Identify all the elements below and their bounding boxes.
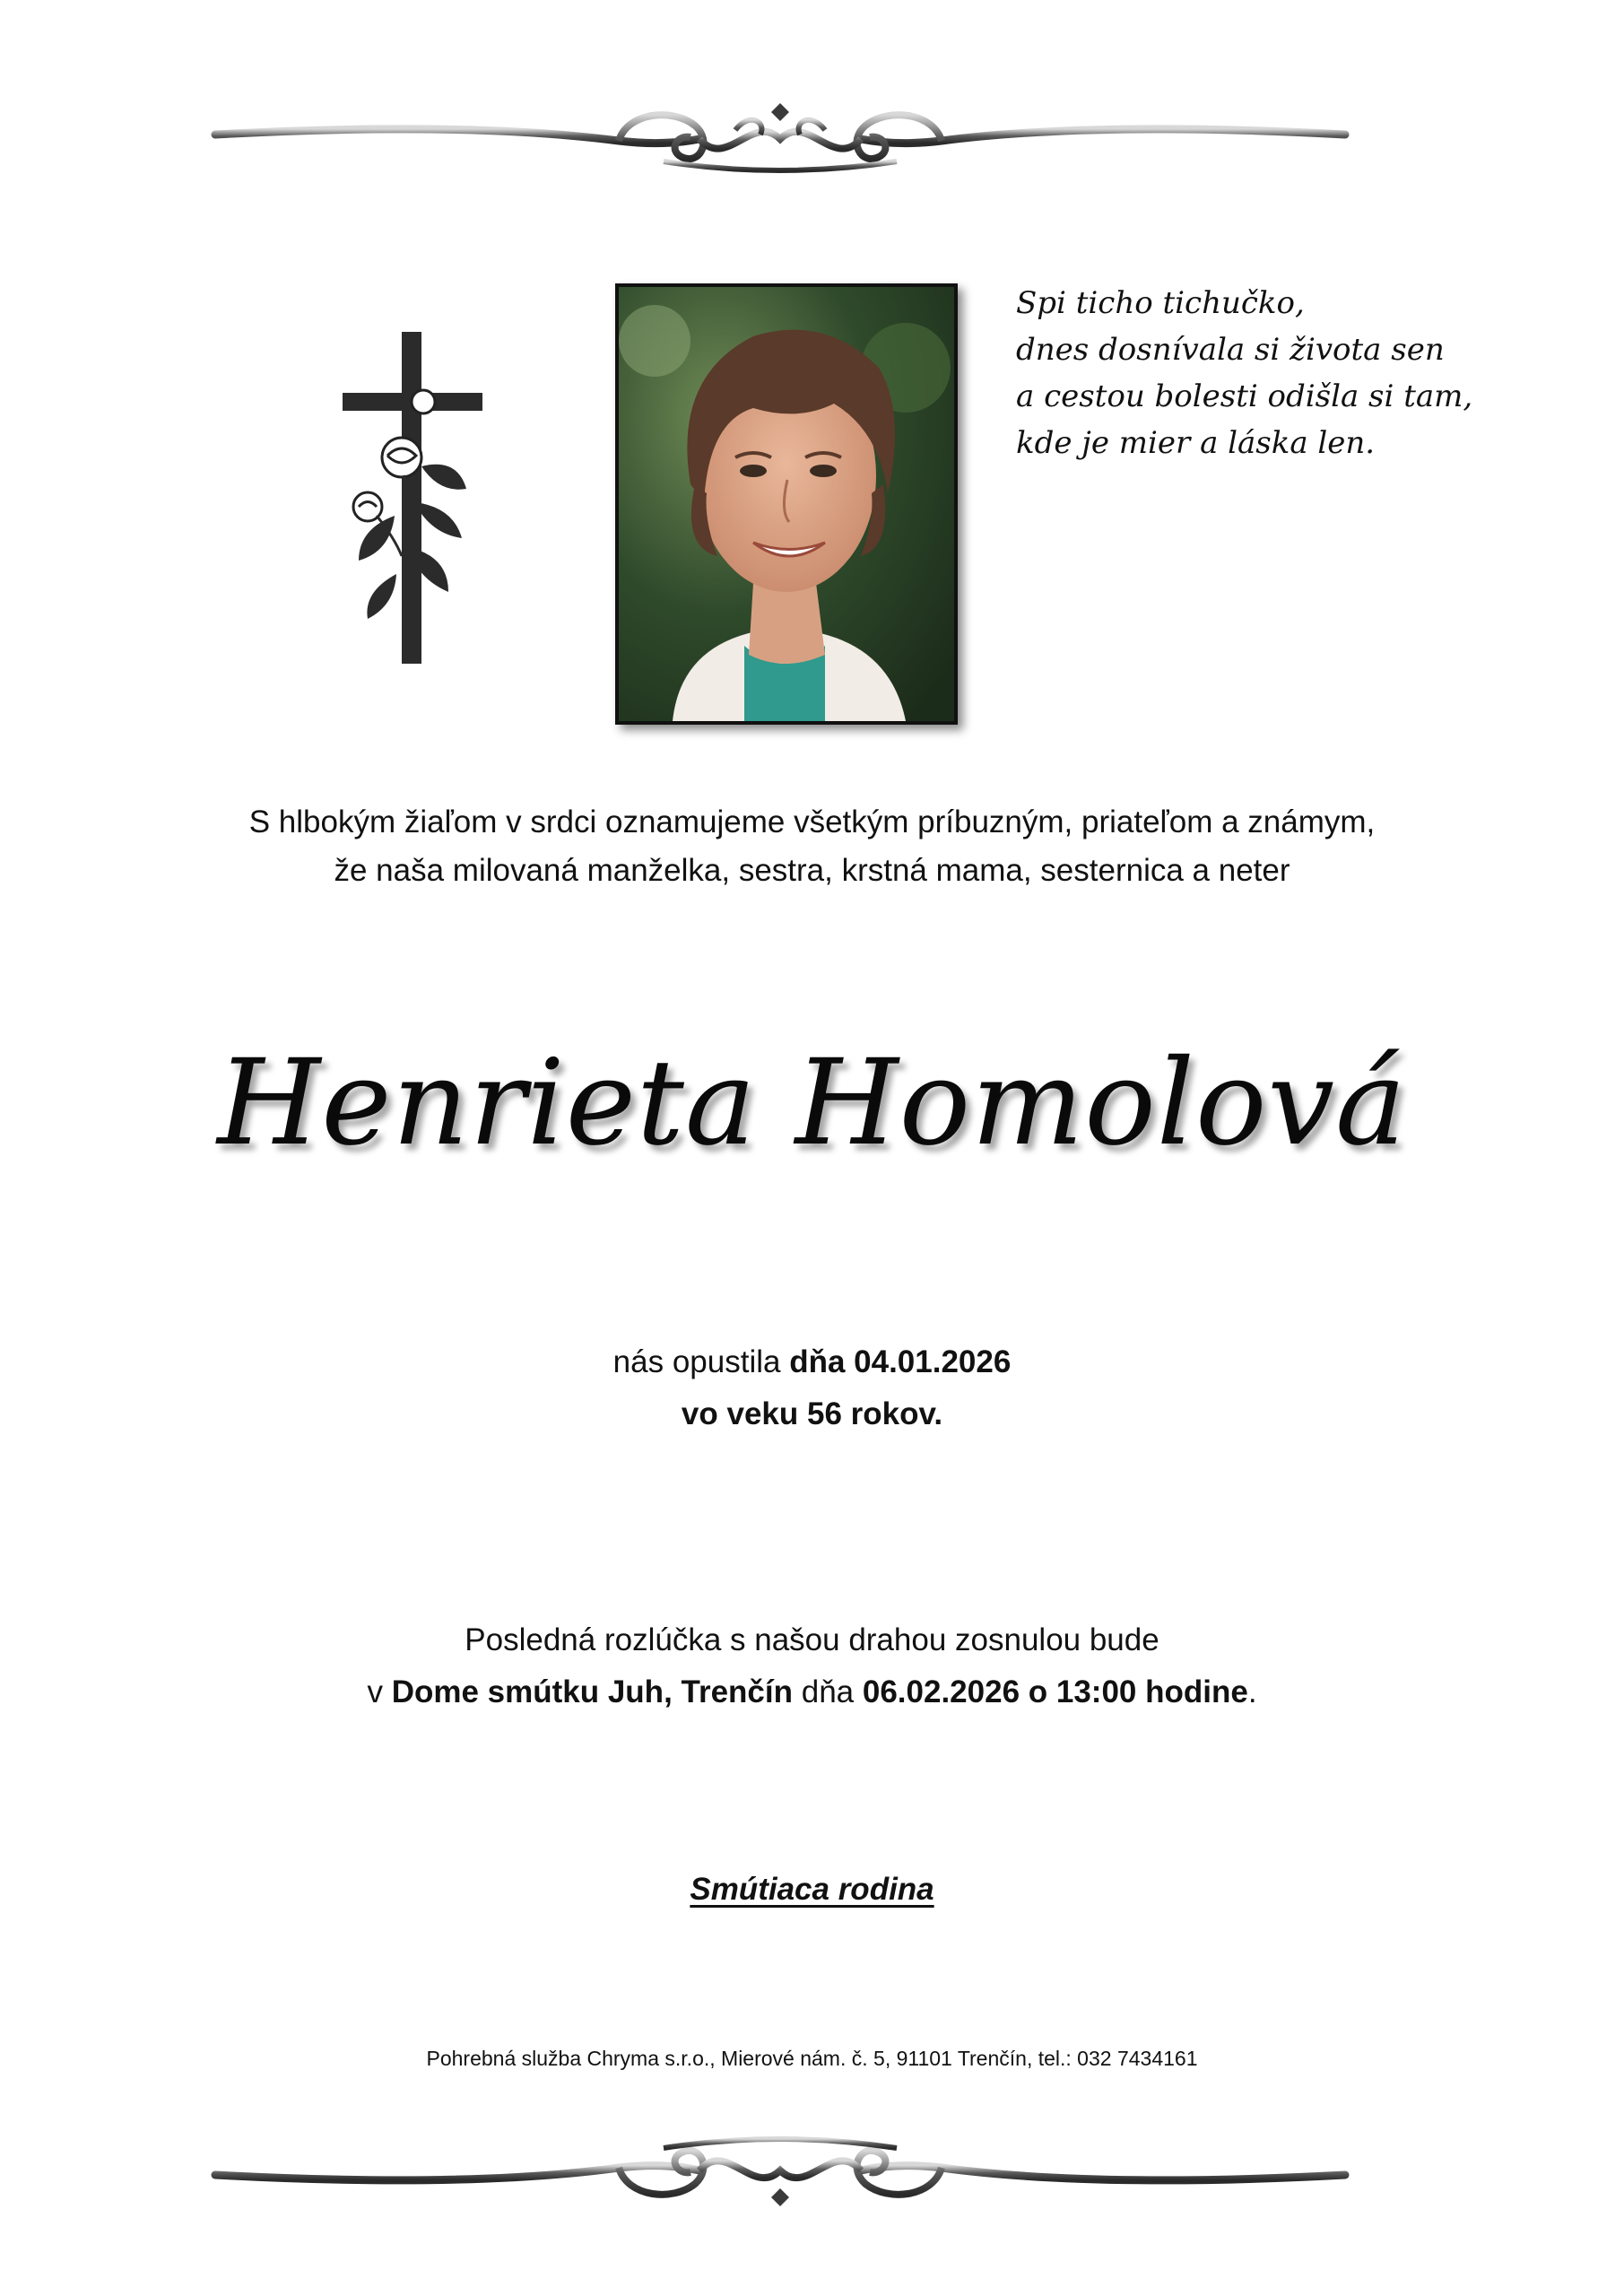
- poem-line: kde je mier a láska len.: [1016, 425, 1376, 461]
- family-signature: Smútiaca rodina: [690, 1872, 934, 1907]
- bottom-ornament-divider: [197, 2112, 1363, 2229]
- funeral-service-footer: Pohrebná služba Chryma s.r.o., Mierové nám. č. 5, 91101 Trenčín, tel.: 032 7434161: [426, 2047, 1198, 2070]
- poem-line: Spi ticho tichučko,: [1016, 285, 1305, 321]
- announcement-line-2: že naša milovaná manželka, sestra, krstná mama, sesternica a neter: [334, 853, 1290, 888]
- death-prefix: nás opustila: [612, 1344, 790, 1379]
- death-date: dňa 04.01.2026: [789, 1344, 1012, 1379]
- farewell-suffix: .: [1247, 1674, 1257, 1709]
- poem-line: dnes dosnívala si života sen: [1016, 332, 1445, 368]
- death-age: vo veku 56 rokov.: [681, 1396, 943, 1431]
- farewell-line-1: Posledná rozlúčka s našou drahou zosnulou bude: [465, 1622, 1159, 1657]
- announcement-text: [0, 798, 1624, 895]
- memorial-poem: [1016, 280, 1572, 466]
- farewell-info: [0, 1614, 1624, 1718]
- death-info: [0, 1336, 1624, 1440]
- farewell-datetime: 06.02.2026 o 13:00 hodine: [862, 1674, 1248, 1709]
- cross-with-roses-icon: [332, 323, 493, 673]
- farewell-middle: dňa: [793, 1674, 863, 1709]
- farewell-prefix: v: [367, 1674, 392, 1709]
- poem-line: a cestou bolesti odišla si tam,: [1016, 378, 1473, 414]
- top-ornament-divider: [197, 85, 1363, 202]
- deceased-name: Henrieta Homolová: [217, 1034, 1407, 1172]
- announcement-line-1: S hlbokým žiaľom v srdci oznamujeme všetkým príbuzným, priateľom a známym,: [248, 804, 1376, 839]
- farewell-place: Dome smútku Juh, Trenčín: [391, 1674, 793, 1709]
- portrait-photo: [615, 283, 958, 725]
